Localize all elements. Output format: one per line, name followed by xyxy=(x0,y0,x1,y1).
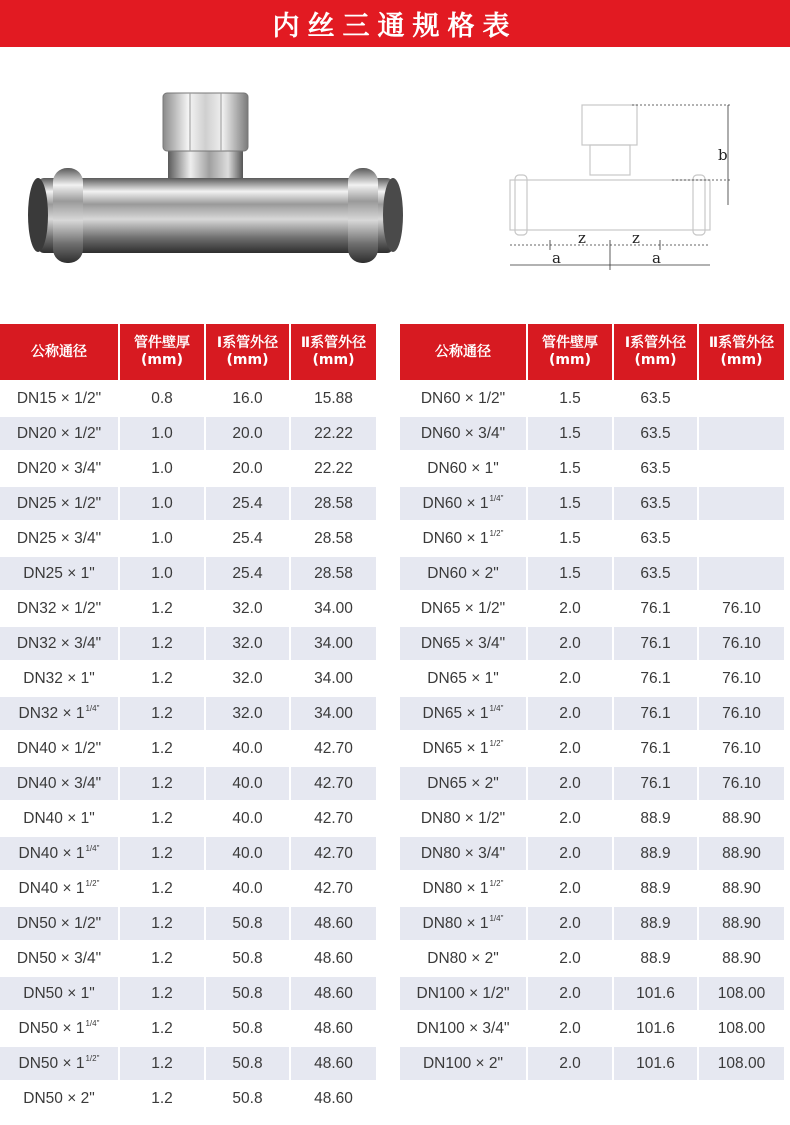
od2-cell xyxy=(699,485,784,520)
column-header: Ⅰ系管外径 (mm) xyxy=(614,324,699,380)
od2-cell xyxy=(699,555,784,590)
table-row xyxy=(0,975,376,1010)
size-cell: DN100 × 1/2" xyxy=(400,975,528,1010)
size-cell: DN40 × 1" xyxy=(0,800,120,835)
od1-cell: 50.8 xyxy=(206,905,291,940)
table-row xyxy=(400,800,784,835)
wall-cell: 2.0 xyxy=(528,800,614,835)
table-row xyxy=(0,555,376,590)
wall-cell: 1.0 xyxy=(120,485,206,520)
table-row xyxy=(0,380,376,415)
od2-cell xyxy=(699,415,784,450)
od2-cell: 42.70 xyxy=(291,835,376,870)
od2-cell: 34.00 xyxy=(291,590,376,625)
od1-cell: 40.0 xyxy=(206,730,291,765)
od2-cell: 76.10 xyxy=(699,765,784,800)
table-row xyxy=(0,485,376,520)
table-row xyxy=(0,765,376,800)
od2-cell: 28.58 xyxy=(291,520,376,555)
dim-label-a-right: a xyxy=(652,249,661,267)
table-row xyxy=(400,870,784,905)
od2-cell: 34.00 xyxy=(291,695,376,730)
od2-cell: 88.90 xyxy=(699,835,784,870)
table-row xyxy=(0,905,376,940)
od2-cell: 108.00 xyxy=(699,975,784,1010)
dimension-diagram xyxy=(500,100,750,275)
wall-cell: 1.5 xyxy=(528,485,614,520)
od1-cell: 101.6 xyxy=(614,1045,699,1080)
od1-cell: 63.5 xyxy=(614,415,699,450)
table-row xyxy=(0,660,376,695)
table-row xyxy=(400,975,784,1010)
wall-cell: 2.0 xyxy=(528,730,614,765)
column-header: Ⅰ系管外径 (mm) xyxy=(206,324,291,380)
od2-cell: 22.22 xyxy=(291,415,376,450)
od1-cell: 63.5 xyxy=(614,450,699,485)
wall-cell: 1.2 xyxy=(120,870,206,905)
column-header: Ⅱ系管外径 (mm) xyxy=(291,324,376,380)
wall-cell: 1.2 xyxy=(120,660,206,695)
size-cell: $DN80 \times 1^{1/2"}$ xyxy=(400,870,528,905)
size-cell: DN60 × 3/4" xyxy=(400,415,528,450)
dim-label-b: b xyxy=(718,146,728,164)
column-header: 管件壁厚 (mm) xyxy=(120,324,206,380)
od2-cell: 48.60 xyxy=(291,1080,376,1115)
wall-cell: 1.2 xyxy=(120,800,206,835)
wall-cell: 1.0 xyxy=(120,415,206,450)
od1-cell: 63.5 xyxy=(614,380,699,415)
od1-cell: 88.9 xyxy=(614,800,699,835)
dim-label-z-right: z xyxy=(632,229,640,247)
table-row xyxy=(0,415,376,450)
od1-cell: 63.5 xyxy=(614,555,699,590)
table-row xyxy=(400,835,784,870)
table-row xyxy=(400,450,784,485)
od2-cell: 28.58 xyxy=(291,485,376,520)
od1-cell: 40.0 xyxy=(206,800,291,835)
table-row xyxy=(400,625,784,660)
od1-cell: 88.9 xyxy=(614,835,699,870)
od2-cell: 108.00 xyxy=(699,1010,784,1045)
table-row xyxy=(0,625,376,660)
dim-label-a-left: a xyxy=(552,249,561,267)
od1-cell: 25.4 xyxy=(206,555,291,590)
od1-cell: 25.4 xyxy=(206,520,291,555)
wall-cell: 1.2 xyxy=(120,1045,206,1080)
table-row xyxy=(400,660,784,695)
wall-cell: 1.5 xyxy=(528,520,614,555)
od1-cell: 25.4 xyxy=(206,485,291,520)
wall-cell: 0.8 xyxy=(120,380,206,415)
size-cell: DN25 × 3/4" xyxy=(0,520,120,555)
table-row xyxy=(0,940,376,975)
size-cell: DN100 × 2" xyxy=(400,1045,528,1080)
wall-cell: 2.0 xyxy=(528,660,614,695)
od1-cell: 50.8 xyxy=(206,975,291,1010)
size-cell: DN50 × 1" xyxy=(0,975,120,1010)
table-row xyxy=(0,450,376,485)
wall-cell: 2.0 xyxy=(528,975,614,1010)
wall-cell: 1.5 xyxy=(528,555,614,590)
wall-cell: 1.2 xyxy=(120,905,206,940)
table-row xyxy=(400,415,784,450)
od2-cell: 108.00 xyxy=(699,1045,784,1080)
table-row xyxy=(0,835,376,870)
table-row xyxy=(0,1080,376,1115)
od2-cell xyxy=(699,520,784,555)
od2-cell: 42.70 xyxy=(291,765,376,800)
wall-cell: 2.0 xyxy=(528,835,614,870)
od2-cell: 76.10 xyxy=(699,625,784,660)
table-header-row xyxy=(400,324,784,380)
od1-cell: 101.6 xyxy=(614,975,699,1010)
table-header-row xyxy=(0,324,376,380)
wall-cell: 1.2 xyxy=(120,695,206,730)
size-cell: DN40 × 1/2" xyxy=(0,730,120,765)
od2-cell: 48.60 xyxy=(291,905,376,940)
wall-cell: 2.0 xyxy=(528,695,614,730)
wall-cell: 1.2 xyxy=(120,940,206,975)
od1-cell: 50.8 xyxy=(206,940,291,975)
od1-cell: 32.0 xyxy=(206,660,291,695)
size-cell: DN32 × 1/2" xyxy=(0,590,120,625)
size-cell: DN100 × 3/4" xyxy=(400,1010,528,1045)
wall-cell: 2.0 xyxy=(528,590,614,625)
od2-cell: 88.90 xyxy=(699,940,784,975)
wall-cell: 1.5 xyxy=(528,380,614,415)
wall-cell: 2.0 xyxy=(528,765,614,800)
column-header: Ⅱ系管外径 (mm) xyxy=(699,324,784,380)
size-cell: $DN80 \times 1^{1/4"}$ xyxy=(400,905,528,940)
table-row xyxy=(400,520,784,555)
od1-cell: 16.0 xyxy=(206,380,291,415)
dim-label-z-left: z xyxy=(578,229,586,247)
spec-table-left-body xyxy=(0,380,376,1115)
od1-cell: 32.0 xyxy=(206,695,291,730)
size-cell: $DN32 \times 1^{1/4"}$ xyxy=(0,695,120,730)
size-cell: $DN40 \times 1^{1/4"}$ xyxy=(0,835,120,870)
spec-table-right-body xyxy=(400,380,784,1080)
od2-cell: 42.70 xyxy=(291,730,376,765)
od2-cell: 76.10 xyxy=(699,660,784,695)
od1-cell: 63.5 xyxy=(614,520,699,555)
table-row xyxy=(400,555,784,590)
od1-cell: 63.5 xyxy=(614,485,699,520)
wall-cell: 2.0 xyxy=(528,940,614,975)
od1-cell: 101.6 xyxy=(614,1010,699,1045)
od2-cell: 22.22 xyxy=(291,450,376,485)
size-cell: DN25 × 1" xyxy=(0,555,120,590)
od1-cell: 76.1 xyxy=(614,590,699,625)
wall-cell: 2.0 xyxy=(528,1010,614,1045)
table-row xyxy=(400,940,784,975)
size-cell: DN80 × 1/2" xyxy=(400,800,528,835)
od2-cell xyxy=(699,380,784,415)
od2-cell: 28.58 xyxy=(291,555,376,590)
size-cell: $DN40 \times 1^{1/2"}$ xyxy=(0,870,120,905)
od2-cell: 48.60 xyxy=(291,940,376,975)
od1-cell: 50.8 xyxy=(206,1010,291,1045)
table-row xyxy=(400,590,784,625)
size-cell: DN80 × 3/4" xyxy=(400,835,528,870)
spec-table-left xyxy=(0,324,376,1115)
size-cell: DN60 × 1/2" xyxy=(400,380,528,415)
page-title: 内丝三通规格表 xyxy=(272,11,518,42)
table-row xyxy=(400,905,784,940)
size-cell: DN50 × 1/2" xyxy=(0,905,120,940)
od2-cell: 42.70 xyxy=(291,800,376,835)
table-row xyxy=(0,870,376,905)
od2-cell: 76.10 xyxy=(699,730,784,765)
table-row xyxy=(0,730,376,765)
od2-cell: 88.90 xyxy=(699,800,784,835)
od2-cell: 48.60 xyxy=(291,1045,376,1080)
table-row xyxy=(0,800,376,835)
wall-cell: 1.0 xyxy=(120,555,206,590)
size-cell: $DN60 \times 1^{1/2"}$ xyxy=(400,520,528,555)
od1-cell: 88.9 xyxy=(614,905,699,940)
wall-cell: 1.2 xyxy=(120,625,206,660)
od1-cell: 76.1 xyxy=(614,625,699,660)
od2-cell: 48.60 xyxy=(291,1010,376,1045)
size-cell: DN65 × 1/2" xyxy=(400,590,528,625)
table-row xyxy=(400,695,784,730)
wall-cell: 1.0 xyxy=(120,450,206,485)
wall-cell: 1.2 xyxy=(120,1010,206,1045)
size-cell: DN25 × 1/2" xyxy=(0,485,120,520)
od2-cell: 88.90 xyxy=(699,905,784,940)
table-row xyxy=(400,730,784,765)
wall-cell: 1.2 xyxy=(120,730,206,765)
wall-cell: 1.0 xyxy=(120,520,206,555)
od2-cell: 42.70 xyxy=(291,870,376,905)
size-cell: DN80 × 2" xyxy=(400,940,528,975)
od2-cell: 34.00 xyxy=(291,625,376,660)
od1-cell: 40.0 xyxy=(206,765,291,800)
size-cell: DN20 × 1/2" xyxy=(0,415,120,450)
wall-cell: 2.0 xyxy=(528,870,614,905)
table-row xyxy=(400,1045,784,1080)
column-header: 公称通径 xyxy=(0,324,120,380)
od1-cell: 88.9 xyxy=(614,940,699,975)
size-cell: DN65 × 3/4" xyxy=(400,625,528,660)
size-cell: DN65 × 1" xyxy=(400,660,528,695)
table-row xyxy=(400,485,784,520)
spec-table-right xyxy=(400,324,784,1080)
od2-cell: 48.60 xyxy=(291,975,376,1010)
column-header: 管件壁厚 (mm) xyxy=(528,324,614,380)
od1-cell: 88.9 xyxy=(614,870,699,905)
column-header: 公称通径 xyxy=(400,324,528,380)
od1-cell: 40.0 xyxy=(206,835,291,870)
size-cell: DN60 × 2" xyxy=(400,555,528,590)
od2-cell: 88.90 xyxy=(699,870,784,905)
wall-cell: 2.0 xyxy=(528,1045,614,1080)
wall-cell: 1.5 xyxy=(528,415,614,450)
od2-cell: 76.10 xyxy=(699,590,784,625)
wall-cell: 1.2 xyxy=(120,835,206,870)
wall-cell: 1.5 xyxy=(528,450,614,485)
size-cell: DN50 × 3/4" xyxy=(0,940,120,975)
wall-cell: 1.2 xyxy=(120,590,206,625)
tee-fitting-photo xyxy=(18,88,408,283)
size-cell: $DN65 \times 1^{1/4"}$ xyxy=(400,695,528,730)
od1-cell: 76.1 xyxy=(614,730,699,765)
size-cell: DN60 × 1" xyxy=(400,450,528,485)
table-row xyxy=(0,590,376,625)
size-cell: DN20 × 3/4" xyxy=(0,450,120,485)
od1-cell: 20.0 xyxy=(206,415,291,450)
table-row xyxy=(0,1045,376,1080)
od2-cell xyxy=(699,450,784,485)
size-cell: $DN50 \times 1^{1/4"}$ xyxy=(0,1010,120,1045)
table-row xyxy=(0,1010,376,1045)
size-cell: $DN60 \times 1^{1/4"}$ xyxy=(400,485,528,520)
size-cell: DN15 × 1/2" xyxy=(0,380,120,415)
table-row xyxy=(400,1010,784,1045)
od1-cell: 76.1 xyxy=(614,765,699,800)
table-row xyxy=(0,520,376,555)
od2-cell: 15.88 xyxy=(291,380,376,415)
size-cell: DN40 × 3/4" xyxy=(0,765,120,800)
wall-cell: 1.2 xyxy=(120,1080,206,1115)
od1-cell: 20.0 xyxy=(206,450,291,485)
od1-cell: 32.0 xyxy=(206,590,291,625)
od1-cell: 40.0 xyxy=(206,870,291,905)
size-cell: DN32 × 1" xyxy=(0,660,120,695)
size-cell: $DN65 \times 1^{1/2"}$ xyxy=(400,730,528,765)
wall-cell: 1.2 xyxy=(120,765,206,800)
size-cell: DN65 × 2" xyxy=(400,765,528,800)
od1-cell: 32.0 xyxy=(206,625,291,660)
od1-cell: 50.8 xyxy=(206,1045,291,1080)
size-cell: $DN50 \times 1^{1/2"}$ xyxy=(0,1045,120,1080)
wall-cell: 1.2 xyxy=(120,975,206,1010)
table-row xyxy=(400,380,784,415)
od1-cell: 76.1 xyxy=(614,660,699,695)
od2-cell: 34.00 xyxy=(291,660,376,695)
od1-cell: 76.1 xyxy=(614,695,699,730)
title-banner xyxy=(0,0,790,47)
wall-cell: 2.0 xyxy=(528,905,614,940)
table-row xyxy=(0,695,376,730)
od1-cell: 50.8 xyxy=(206,1080,291,1115)
table-row xyxy=(400,765,784,800)
size-cell: DN32 × 3/4" xyxy=(0,625,120,660)
size-cell: DN50 × 2" xyxy=(0,1080,120,1115)
od2-cell: 76.10 xyxy=(699,695,784,730)
wall-cell: 2.0 xyxy=(528,625,614,660)
